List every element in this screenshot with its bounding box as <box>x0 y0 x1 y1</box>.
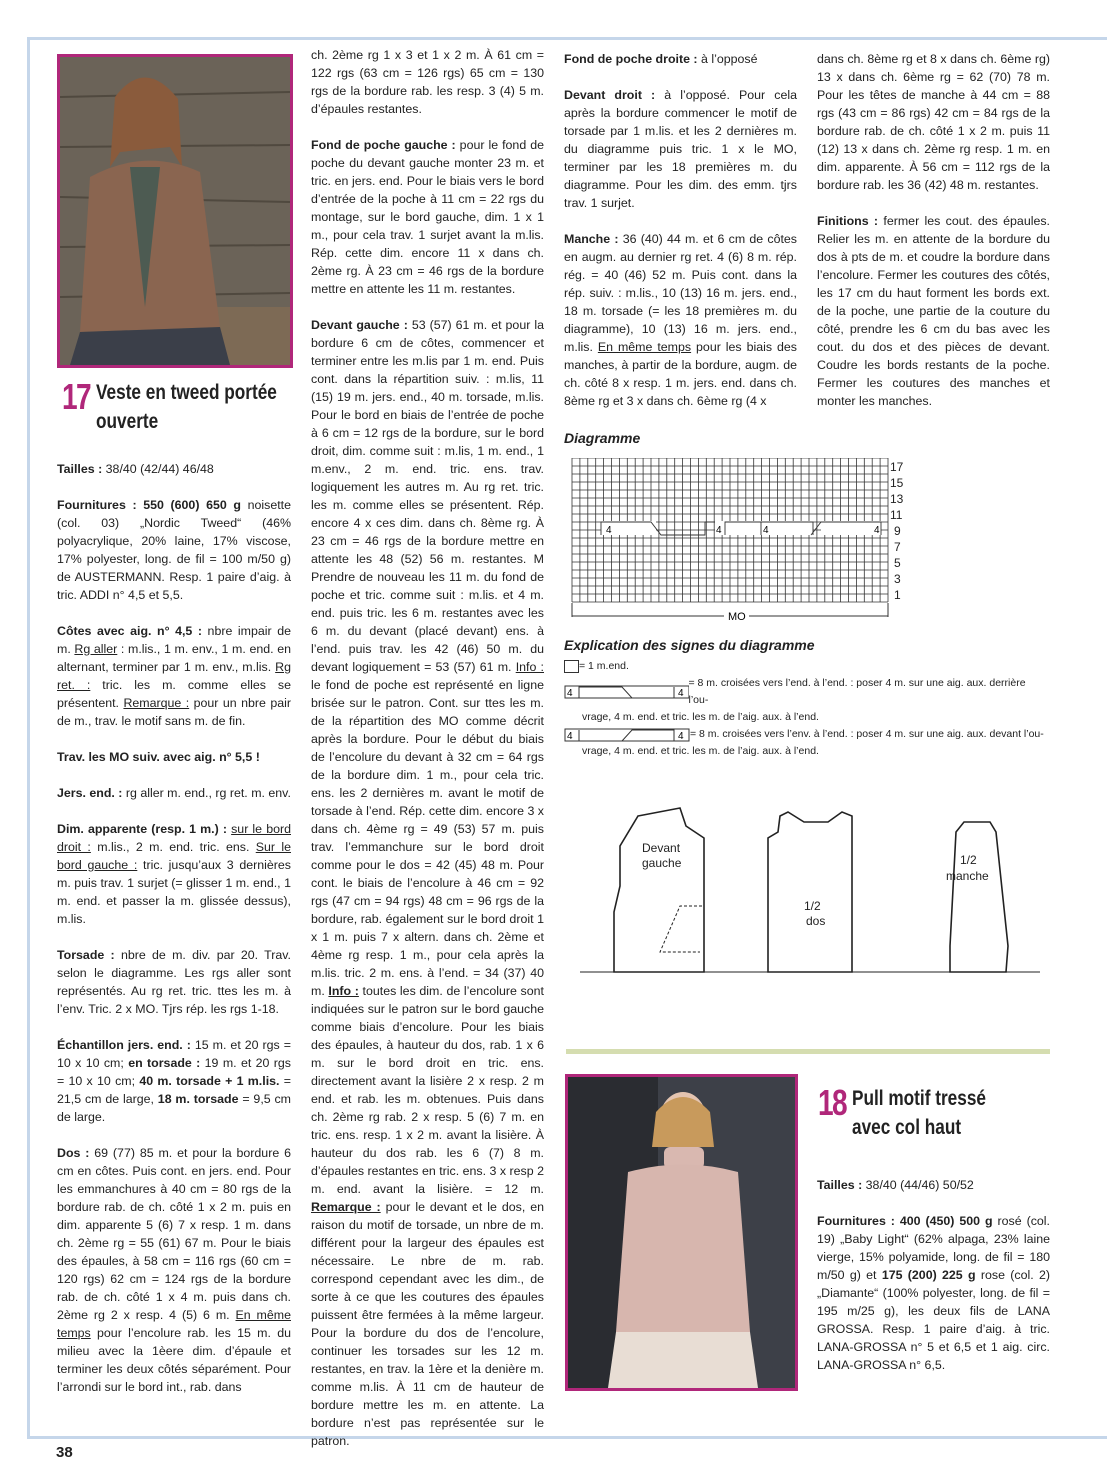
cell-number: 4 <box>716 525 722 536</box>
pattern-title-17: Veste en tweed portée ouverte <box>96 381 277 433</box>
row-label: 17 <box>890 460 904 474</box>
text: Info : <box>515 660 544 674</box>
text: Remarque : <box>123 696 190 710</box>
pattern-schematics <box>580 776 1040 1032</box>
text: 36 (40) 44 m. et 6 cm de côtes en augm. au dernier rg ret. 4 (6) 8 m. rép. rég. = 40 (46) 52 m. Puis cont. dans la rép. suiv. : m.lis., 10 (13) 16 m. jers. end., 18 m. torsade (= les 18 premières m. du diagramme), 10 (13) 16 m. jers. end., m.lis. <box>564 232 797 354</box>
text: 69 (77) 85 m. et pour la bordure 6 cm en côtes. Puis cont. en jers. end. Pour les emmanchures à 40 cm = 80 rgs de la bordure rab. de ch. côté 1 x 2 m. puis en dim. apparente 5 (6) 7 x resp. 1 m. dans ch. 2ème rg = 55 (61) 67 m. Pour le biais des épaules, à 58 cm = 116 rgs (60 cm = 120 rgs) 62 cm = 124 rgs de la bordure rab. de ch. côté 1 x 4 m. puis dans ch. 2ème rg 2 x resp. 4 (5) 6 m. <box>57 1146 291 1322</box>
text: 38/40 (42/44) 46/48 <box>102 462 214 476</box>
text: en torsade : <box>128 1056 201 1070</box>
legend-number: 4 <box>678 730 684 742</box>
pattern-number-17: 17 <box>62 376 91 417</box>
cable-right-symbol-icon <box>564 685 689 699</box>
text: tric. jusqu’aux 3 dernières m. puis trav. 1 surjet (= glisser 1 m. end., 1 m. end. et passer la m. glissée dessus), m.lis. <box>57 858 291 926</box>
text: En même temps <box>597 340 692 354</box>
column-5 <box>817 1176 1050 1374</box>
row-label: 5 <box>894 556 901 570</box>
text: : m.lis., 1 m. env., 1 m. end. en alternant, terminer par 1 m. env., m.lis. <box>57 642 291 674</box>
text: fermer les cout. des épaules. Relier les m. en attente de la bordure du dos à pts de m. et coudre la bordure dans l’encolure. Fermer les coutures des côtés, les 17 cm du haut forment les bords ext. de la poche, une partie de la couture du côté, prendre les 6 cm du bas avec les cout. du dos et des pièces de devant. Coudre les bords restants de la poche. Fermer les coutures des manches et monter les manches. <box>817 214 1050 408</box>
paragraph: ch. 2ème rg 1 x 3 et 1 x 2 m. À 61 cm = 122 rgs (63 cm = 126 rgs) 65 cm = 130 rgs de la bordure rab. les resp. 3 (4) 5 m. d’épaules restantes. <box>311 48 544 116</box>
label: Devant gauche : <box>311 318 408 332</box>
legend-heading: Explication des signes du diagramme <box>564 637 815 653</box>
text: à l’opposé <box>697 52 758 66</box>
text: = 21,5 cm de large, <box>57 1074 291 1106</box>
text: pour le devant et le dos, en raison du motif de torsade, un nbre de m. différent pour la largeur des épaules est nécessaire. Le nbre de m. rab. correspond cependant avec les dim., de sorte à ce que les coutures des épaules puissent être fermées à la même largeur. Pour la bordure du dos de l’encolure, continuer les torsades sur les 12 m. restantes, en trav. la 1ère et la denière m. comme m.lis. À 11 cm de hauteur de bordure mettre les m. en attente. La bordure n’est pas représentée sur le patron. <box>311 1200 544 1448</box>
label: Échantillon jers. end. : <box>57 1038 191 1052</box>
text: Trav. les MO suiv. avec aig. n° 5,5 ! <box>57 750 260 764</box>
label: Côtes avec aig. n° 4,5 : <box>57 624 202 638</box>
legend-item-knit <box>564 658 1044 675</box>
row-label: 9 <box>894 524 901 538</box>
legend-text: vrage, 4 m. end. et tric. les m. de l’aig. aux. à l’end. <box>582 711 819 723</box>
legend-number: 4 <box>567 688 573 699</box>
schematic-label: 1/2 <box>960 853 977 867</box>
text: En même temps <box>57 1308 291 1340</box>
legend-number: 4 <box>567 730 573 742</box>
schematic-label: 1/2 <box>804 899 821 913</box>
legend-text: = 8 m. croisées vers l’end. à l’end. : poser 4 m. sur une aig. aux. derrière l’ou- <box>688 677 1026 706</box>
diagram-heading: Diagramme <box>564 430 641 446</box>
page-number: 38 <box>56 1444 73 1461</box>
label: Fond de poche gauche : <box>311 138 456 152</box>
text: noisette (col. 03) „Nordic Tweed“ (46% polyacrylique, 20% laine, 17% viscose, 17% polyester, long. de fil = 100 m/50 g) de AUSTERMANN. Resp. 1 paire d’aig. à tric. ADDI n° 4,5 et 5,5. <box>57 498 291 602</box>
photo-braided-sweater <box>565 1074 798 1391</box>
photo-tweed-jacket <box>57 54 293 368</box>
text: pour un nbre pair de m., trav. le motif sans m. de fin. <box>57 696 291 728</box>
mo-label: MO <box>728 611 746 623</box>
label: Dos : <box>57 1146 90 1160</box>
label: Fournitures : 400 (450) 500 g <box>817 1214 993 1228</box>
legend-text: = 1 m.end. <box>579 660 629 672</box>
text: rose (col. 2) „Diamante“ (100% polyester, long. de fil = 195 m/25 g), les deux fils de LANA GROSSA. Resp. 1 paire d’aig. à tric. LANA-GROSSA n° 5 et 6,5 et 1 aig. circ. LANA-GROSSA n° 6,5. <box>817 1268 1050 1372</box>
row-label: 1 <box>894 588 901 602</box>
schematic-label: gauche <box>642 856 682 870</box>
cell-number: 4 <box>606 525 612 536</box>
label: Tailles : <box>817 1178 863 1192</box>
label: Dim. apparente (resp. 1 m.) : <box>57 822 227 836</box>
text: toutes les dim. de l’encolure sont indiquées sur le patron sur le bord gauche comme biais d’encolure. Pour les biais des épaules, à hauteur du dos, rab. 1 x 6 m. sur le bord droit en tric. ens. directement avant la lisière 2 x resp. 2 m end. et rab. les m. obtenues. Puis dans ch. 2ème rg rab. 2 x resp. 5 (6) 7 m. en tric. ens. resp. 1 x 2 m. avant la lisière. À hauteur du dos rab. les 6 (7) 8 m. d’épaules restantes en tric. ens. 3 x resp 2 m. end. avant la lisière. = 12 m. <box>311 984 544 1196</box>
text: pour le fond de poche du devant gauche monter 23 m. et tric. en jers. end. Pour le biais vers le bord d’entrée de la poche à 11 cm = 22 rgs du montage, sur le bord gauche, dim. 1 x 1 m., pour cela trav. 1 surjet avant la m.lis. Rép. cette dim. encore 11 x dans ch. 2ème rg. À 23 cm = 46 rgs de la bordure mettre en attente les 11 m. restantes. <box>311 138 544 296</box>
text: le fond de poche est représenté en ligne brisée sur le patron. Cont. sur ttes les m. de la répartition des MO comme décrit après la bordure. Pour le début du biais de l’encolure du devant à 32 cm = 64 rgs de la bordure dim. 1 m., pour cela tric. ens. les 2 dernières m. avant le motif de torsade à l’end. Rép. cette dim. encore 3 x dans ch. 4ème rg = 49 (53) 57 m. puis trav. l’emmanchure sur le bord droit comme pour le dos = 42 (45) 48 m. Pour cont. le biais de l’encolure à 46 cm = 92 rgs (47 cm = 94 rgs) 48 cm = 96 rgs de la bordure, rab. également sur le bord droit 1 x 1 m. puis 7 x altern. dans ch. 2ème et 4ème rg resp. 1 m., pour cela après la m.lis. tric. 2 m. ens. à l’end. = 34 (37) 40 m. <box>311 678 544 998</box>
label: Jers. end. : <box>57 786 123 800</box>
text: pour les biais des manches, à partir de la bordure, augm. de ch. côté 8 x resp. 1 m. jers. end. dans ch. 8ème rg et 3 x dans ch. 6ème rg (4 x <box>564 340 797 408</box>
text: sur le bord droit : <box>57 822 291 854</box>
row-label: 13 <box>890 492 904 506</box>
text: pour l’encolure rab. les 15 m. du milieu avec la 1èere dim. d’épaule et terminer les deux côtés séparément. Pour l’arrondi sur le bord int., rab. dans <box>57 1326 291 1394</box>
cell-number: 4 <box>763 525 769 536</box>
text: Sur le bord gauche : <box>57 840 291 872</box>
text: tric. les m. comme elles se présentent. <box>57 678 291 710</box>
column-4 <box>817 50 1050 410</box>
label: Finitions : <box>817 214 879 228</box>
legend <box>564 658 1044 760</box>
text: Rg aller <box>74 642 118 656</box>
label: Devant droit : <box>564 88 656 102</box>
knit-symbol-icon <box>564 660 579 673</box>
legend-item-cable-right <box>564 675 1044 709</box>
row-label: 11 <box>890 508 903 522</box>
paragraph: dans ch. 8ème rg et 8 x dans ch. 6ème rg) 13 x dans ch. 6ème rg = 62 (70) 78 m. Pour les têtes de manche à 44 cm = 88 rgs (43 cm = 86 rgs) 42 cm = 84 rgs de la bordure rab. de ch. côté 1 x 2 m. puis 11 (12) 13 x dans ch. 2ème rg resp. 1 m. en dim. apparente. À 56 cm = 112 rgs de la bordure rab. les 36 (42) 48 m. restantes. <box>817 52 1050 192</box>
text: 38/40 (44/46) 50/52 <box>862 1178 974 1192</box>
legend-item-cable-left <box>564 726 1044 743</box>
text: à l’opposé. Pour cela après la bordure commencer le motif de torsade par 1 m.lis. et les 2 dernières m. du diagramme puis tric. 1 x le MO, terminer par les 18 premières m. du diagramme. Pour les dim. des emm. tjrs trav. 1 surjet. <box>564 88 797 210</box>
text: Info : <box>328 984 359 998</box>
text: 19 m. et 20 rgs = 10 x 10 cm; <box>57 1056 292 1088</box>
label: Manche : <box>564 232 619 246</box>
row-label: 3 <box>894 572 901 586</box>
text: 40 m. torsade + 1 m.lis. <box>139 1074 280 1088</box>
legend-number: 4 <box>678 688 684 699</box>
text: nbre impair de m. <box>57 624 291 656</box>
legend-text: = 8 m. croisées vers l’env. à l’end. : poser 4 m. sur une aig. aux. devant l’ou- <box>690 728 1044 740</box>
text: 15 m. et 20 rgs = 10 x 10 cm; <box>57 1038 291 1070</box>
text: = 9,5 cm de large. <box>57 1092 292 1124</box>
text: 18 m. torsade <box>157 1092 239 1106</box>
row-label: 7 <box>894 540 901 554</box>
cable-chart <box>564 458 914 624</box>
column-1 <box>57 460 291 1396</box>
schematic-label: dos <box>806 914 826 928</box>
label: Tailles : <box>57 462 103 476</box>
column-2 <box>311 46 544 1450</box>
text: rg aller m. end., rg ret. m. env. <box>122 786 291 800</box>
text: Remarque : <box>311 1200 381 1214</box>
pattern-number-18: 18 <box>818 1082 847 1123</box>
label: Torsade : <box>57 948 115 962</box>
section-divider <box>566 1049 1050 1054</box>
pattern-title-18: Pull motif tressé avec col haut <box>852 1087 986 1139</box>
label: Fournitures : 550 (600) 650 g <box>57 498 241 512</box>
cable-left-symbol-icon <box>564 728 690 742</box>
schematic-label: manche <box>946 869 989 883</box>
schematic-label: Devant <box>642 841 681 855</box>
text: 53 (57) 61 m. et pour la bordure 6 cm de côtes, commencer et terminer entre les m.lis par 1 m. end. Puis cont. dans la répartition suiv. : m.lis, 11 (15) 19 m. jers. end., 40 m. torsade, m.lis. Pour le bord en biais de l’entrée de poche à 6 cm = 12 rgs de la bordure, sur le bord droit, dim. comme suit : m.lis, 1 m. end., 1 m.env., 2 m. end. tric. ens. trav. logiquement les autres m. Au rg ret. tric. les m. comme elles se présentent. Rép. encore 4 x ces dim. dans ch. 8ème rg. À 23 cm = 46 rgs de la bordure mettre en attente les 48 (52) 56 m. restantes. M Prendre de nouveau les 11 m. du fond de poche et tric. comme suit : m.lis. et 4 m. end. puis tric. les 6 m. restantes avec les 6 m. du devant (placé devant) ens. à l’end. puis trav. les 42 (46) 50 m. du devant logiquement = 53 (57) 61 m. <box>311 318 544 674</box>
column-3 <box>564 50 797 410</box>
text: nbre de m. div. par 20. Trav. selon le diagramme. Les rgs aller sont représentés. Au rg ret. tric. ttes les m. à l’env. Tric. 2 x MO. Tjrs rép. les rgs 1-18. <box>57 948 292 1016</box>
label: Fond de poche droite : <box>564 52 698 66</box>
legend-text: vrage, 4 m. end. et tric. les m. de l’aig. aux. à l’end. <box>582 745 819 757</box>
cell-number: 4 <box>874 525 880 536</box>
text: Rg ret. : <box>57 660 291 692</box>
text: rosé (col. 19) „Baby Light“ (62% alpaga, 23% laine vierge, 15% polyamide, long. de fil = 180 m/50 g) et <box>817 1214 1050 1282</box>
text: 175 (200) 225 g <box>881 1268 976 1282</box>
text: m.lis., 2 m. end. tric. ens. <box>90 840 256 854</box>
row-label: 15 <box>890 476 904 490</box>
